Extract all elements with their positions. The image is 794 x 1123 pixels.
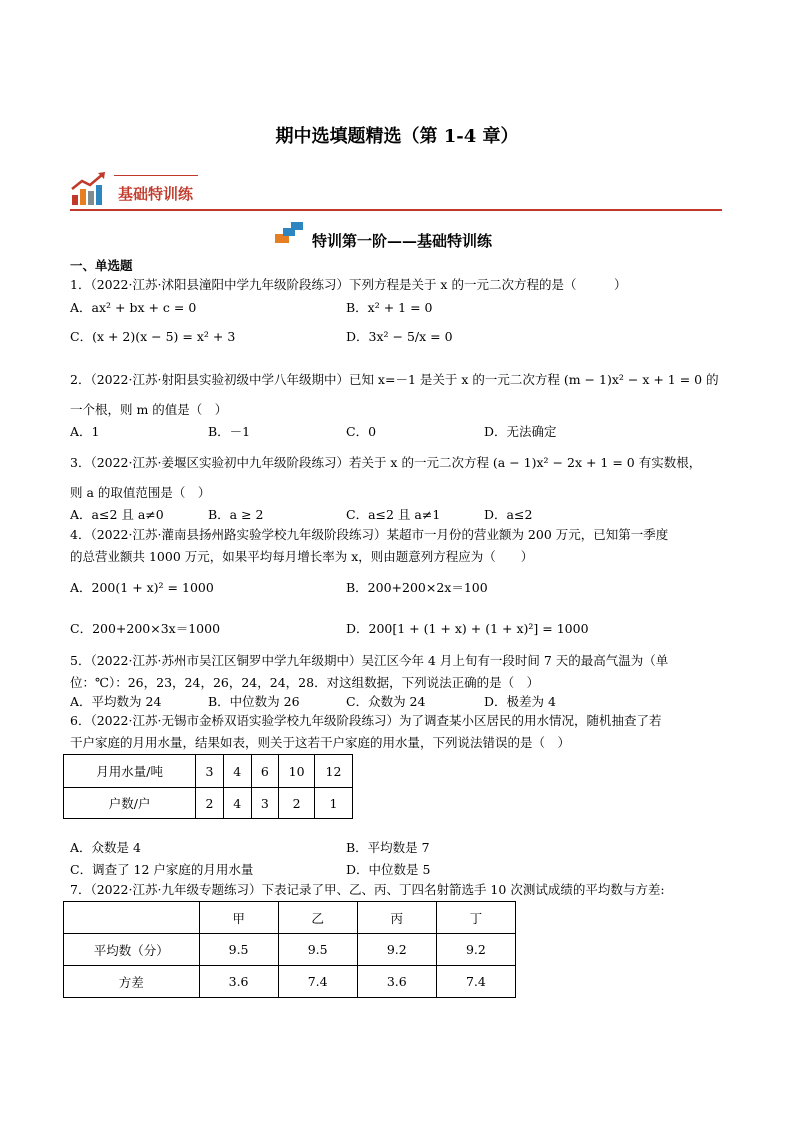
table-cell: 3.6 xyxy=(357,966,436,998)
q5-option-c: C．众数为 24 xyxy=(346,694,426,709)
q4-option-b: B．200+200×2x＝100 xyxy=(346,580,488,595)
table-row xyxy=(64,966,516,998)
q1-option-b: B．x² + 1 = 0 xyxy=(346,300,433,315)
table-row xyxy=(64,788,353,819)
table-cell: 9.2 xyxy=(357,934,436,966)
table-row xyxy=(64,755,353,788)
table-cell: 9.2 xyxy=(436,934,515,966)
table-cell: 丁 xyxy=(436,902,515,934)
table-cell: 10 xyxy=(279,755,315,788)
table-cell: 乙 xyxy=(278,902,357,934)
table-cell: 甲 xyxy=(199,902,278,934)
q3-option-c: C．a≤2 且 a≠1 xyxy=(346,507,441,522)
question-5-stem: 5．（2022·江苏·苏州市吴江区铜罗中学九年级期中）吴江区今年 4 月上旬有一段时间 7 天的最高气温为（单 xyxy=(70,653,669,668)
question-2-stem: 2．（2022·江苏·射阳县实验初级中学八年级期中）已知 x=－1 是关于 x 的一元二次方程 (m − 1)x² − x + 1 = 0 的 xyxy=(70,372,719,387)
q2-option-d: D．无法确定 xyxy=(484,424,557,439)
table-cell xyxy=(64,902,200,934)
q4-option-c: C．200+200×3x＝1000 xyxy=(70,621,221,636)
table-cell: 2 xyxy=(279,788,315,819)
table-cell: 户数/户 xyxy=(64,788,196,819)
table-cell: 9.5 xyxy=(199,934,278,966)
q1-option-d: D．3x² − 5/x = 0 xyxy=(346,329,453,344)
q4-option-a: A．200(1 + x)² = 1000 xyxy=(70,580,214,595)
question-5-stem-cont: 位：℃）：26，23，24，26，24，24，28．对这组数据，下列说法正确的是（ ） xyxy=(70,675,540,690)
q3-option-a: A．a≤2 且 a≠0 xyxy=(70,507,164,522)
section-label: 基础特训练 xyxy=(118,185,194,203)
question-4-stem-cont: 的总营业额共 1000 万元，如果平均每月增长率为 x，则由题意列方程应为（ ） xyxy=(70,549,534,564)
question-1-stem: 1．（2022·江苏·沭阳县潼阳中学九年级阶段练习）下列方程是关于 x 的一元二次方程的是（ ） xyxy=(70,277,627,292)
q2-option-a: A．1 xyxy=(70,424,100,439)
table-cell: 4 xyxy=(223,755,251,788)
question-6-stem: 6．（2022·江苏·无锡市金桥双语实验学校九年级阶段练习）为了调查某小区居民的用水情况，随机抽查了若 xyxy=(70,713,662,728)
q6-option-c: C．调查了 12 户家庭的月用水量 xyxy=(70,862,254,877)
table-cell: 4 xyxy=(223,788,251,819)
section-divider xyxy=(70,209,722,211)
q2-option-b: B．－1 xyxy=(208,424,251,439)
table-cell: 7.4 xyxy=(436,966,515,998)
part-heading: 一、单选题 xyxy=(70,258,133,273)
table-cell: 方差 xyxy=(64,966,200,998)
table-cell: 12 xyxy=(315,755,353,788)
question-4-stem: 4．（2022·江苏·灌南县扬州路实验学校九年级阶段练习）某超市一月份的营业额为 200 万元，已知第一季度 xyxy=(70,527,669,542)
table-cell: 3.6 xyxy=(199,966,278,998)
table-row xyxy=(64,902,516,934)
q6-option-d: D．中位数是 5 xyxy=(346,862,431,877)
table-cell: 9.5 xyxy=(278,934,357,966)
question-3-stem: 3．（2022·江苏·姜堰区实验初中九年级阶段练习）若关于 x 的一元二次方程 (a − 1)x² − 2x + 1 = 0 有实数根， xyxy=(70,455,702,470)
q6-option-a: A．众数是 4 xyxy=(70,840,141,855)
question-2-stem-cont: 一个根，则 m 的值是（ ） xyxy=(70,402,228,417)
water-usage-table xyxy=(63,754,353,819)
q3-option-d: D．a≤2 xyxy=(484,507,533,522)
table-cell: 3 xyxy=(251,788,279,819)
table-cell: 2 xyxy=(196,788,224,819)
section-divider-short xyxy=(114,175,198,176)
table-cell: 1 xyxy=(315,788,353,819)
table-cell: 6 xyxy=(251,755,279,788)
q3-option-b: B．a ≥ 2 xyxy=(208,507,264,522)
subtitle: 特训第一阶——基础特训练 xyxy=(312,232,493,250)
q1-option-c: C．(x + 2)(x − 5) = x² + 3 xyxy=(70,329,236,344)
table-cell: 3 xyxy=(196,755,224,788)
q5-option-b: B．中位数为 26 xyxy=(208,694,300,709)
question-3-stem-cont: 则 a 的取值范围是（ ） xyxy=(70,485,211,500)
page-title: 期中选填题精选（第 1-4 章） xyxy=(275,126,519,147)
archery-stats-table xyxy=(63,901,516,998)
q5-option-a: A．平均数为 24 xyxy=(70,694,162,709)
q6-option-b: B．平均数是 7 xyxy=(346,840,430,855)
question-7-stem: 7．（2022·江苏·九年级专题练习）下表记录了甲、乙、丙、丁四名射箭选手 10 次测试成绩的平均数与方差: xyxy=(70,882,665,897)
stairs-icon xyxy=(275,222,305,244)
table-row xyxy=(64,934,516,966)
question-6-stem-cont: 干户家庭的月用水量，结果如表，则关于这若干户家庭的用水量，下列说法错误的是（ ） xyxy=(70,735,571,750)
table-cell: 平均数（分） xyxy=(64,934,200,966)
chart-growth-icon xyxy=(70,171,108,207)
table-cell: 丙 xyxy=(357,902,436,934)
table-cell: 月用水量/吨 xyxy=(64,755,196,788)
table-cell: 7.4 xyxy=(278,966,357,998)
q5-option-d: D．极差为 4 xyxy=(484,694,556,709)
q2-option-c: C．0 xyxy=(346,424,377,439)
q4-option-d: D．200[1 + (1 + x) + (1 + x)²] = 1000 xyxy=(346,621,589,636)
q1-option-a: A．ax² + bx + c = 0 xyxy=(70,300,197,315)
